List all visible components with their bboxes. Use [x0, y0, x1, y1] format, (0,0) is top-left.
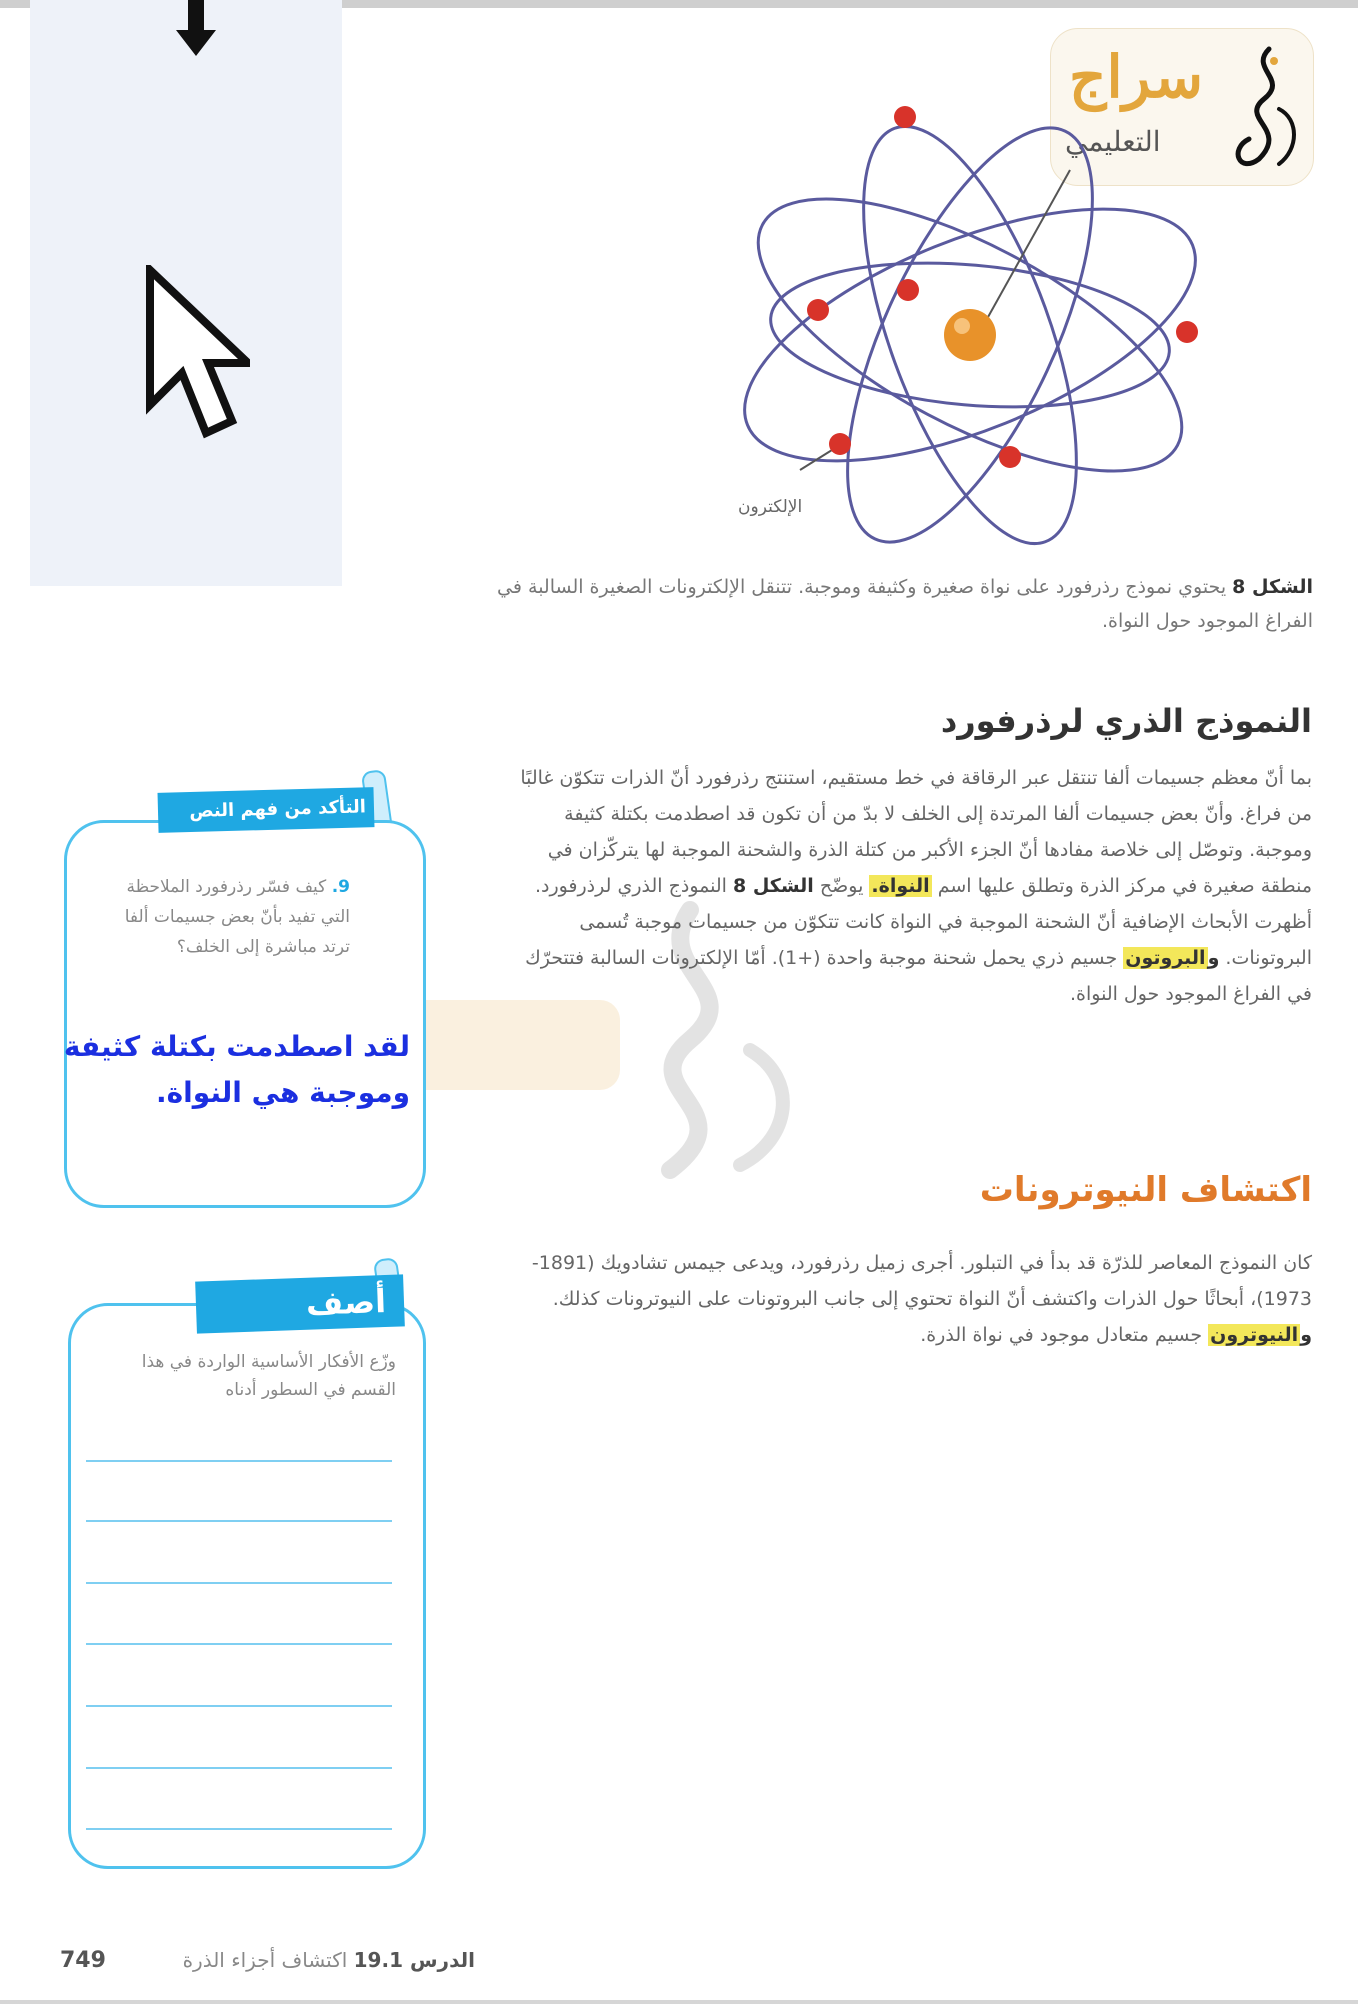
term-proton: البروتون: [1125, 947, 1206, 969]
section-title-neutrons: اكتشاف النيوترونات: [979, 1170, 1312, 1210]
nucleus-pointer-line: [978, 170, 1070, 335]
caption-text: يحتوي نموذج رذرفورد على نواة صغيرة وكثيفة وموجبة. تتنقل الإلكترونات الصغيرة السالبة في الفراغ الموجود حول النواة.: [497, 576, 1313, 632]
proton-prefix: و: [1207, 947, 1220, 969]
paragraph-text: النموذج الذري لرذرفورد. أظهرت الأبحاث الإضافية أنّ الشحنة الموجبة في النواة كانت تتكوّن من جسيمات موجبة تُسمى البروتونات.: [534, 875, 1312, 969]
handwritten-answer[interactable]: لقد اصطدمت بكتلة كثيفة وموجبة هي النواة.: [63, 1030, 410, 1109]
electron: [897, 279, 919, 301]
lesson-footer: [140, 1948, 475, 1972]
question-text: كيف فسّر رذرفورد الملاحظة التي تفيد بأنّ بعض جسيمات ألفا ترتد مباشرة إلى الخلف؟: [124, 877, 350, 957]
writing-line[interactable]: [86, 1767, 392, 1769]
paragraph-text: جسيم متعادل موجود في نواة الذرة.: [920, 1324, 1203, 1346]
lesson-title: اكتشاف أجزاء الذرة: [182, 1948, 348, 1972]
writing-line[interactable]: [86, 1643, 392, 1645]
writing-line[interactable]: [86, 1582, 392, 1584]
resize-vertical-arrow-icon[interactable]: [168, 0, 224, 60]
writing-line[interactable]: [86, 1460, 392, 1462]
bottom-border: [0, 2000, 1358, 2004]
summarize-header: أصف: [195, 1274, 405, 1333]
page-number: 749: [60, 1948, 106, 1973]
electron: [999, 446, 1021, 468]
nucleus: [944, 309, 996, 361]
neutron-paragraph: [520, 1245, 1312, 1353]
logo-sub-text: التعليمي: [1065, 125, 1161, 158]
logo-main-text: سراج: [1069, 43, 1204, 111]
neutron-prefix: و: [1300, 1324, 1312, 1346]
mouse-pointer-icon: [140, 265, 250, 445]
figure-reference: الشكل 8: [732, 875, 814, 897]
caption-figure-label: الشكل 8: [1232, 576, 1313, 598]
writing-line[interactable]: [86, 1705, 392, 1707]
term-neutron: النيوترون: [1210, 1324, 1299, 1346]
nucleus-highlight: [954, 318, 970, 334]
paragraph-text: يوضّح: [819, 875, 864, 897]
electron: [1176, 321, 1198, 343]
electron: [829, 433, 851, 455]
paragraph-text: كان النموذج المعاصر للذرّة قد بدأ في التبلور. أجرى زميل رذرفورد، ويدعى جيمس تشادويك (1891-1973)، أبحاثًا حول الذرات واكتشف أنّ النواة تحتوي إلى جانب البروتونات على النيوترونات كذلك.: [531, 1252, 1312, 1310]
writing-line[interactable]: [86, 1520, 392, 1522]
electron: [807, 299, 829, 321]
writing-line[interactable]: [86, 1828, 392, 1830]
term-nucleus: النواة.: [871, 875, 930, 897]
paragraph-text: جسيم ذري يحمل شحنة موجبة واحدة (+1). أمّا الإلكترونات السالبة فتتحرّك في الفراغ الموجود حول النواة.: [525, 947, 1312, 1005]
check-understanding-header: التأكد من فهم النص: [158, 787, 375, 833]
watermark-logo: [370, 880, 950, 1190]
check-question: [100, 872, 350, 962]
rutherford-atom-diagram: [700, 90, 1260, 560]
summarize-instruction: وزّع الأفكار الأساسية الواردة في هذا القسم في السطور أدناه: [141, 1352, 396, 1400]
lesson-label: الدرس 19.1: [353, 1948, 475, 1972]
question-number: 9.: [331, 877, 350, 897]
figure-caption: [475, 570, 1313, 638]
electron: [894, 106, 916, 128]
section-title-rutherford: النموذج الذري لرذرفورد: [940, 702, 1312, 740]
paragraph-text: بما أنّ معظم جسيمات ألفا تنتقل عبر الرقاقة في خط مستقيم، استنتج رذرفورد أنّ الذرات تتكوّن غالبًا من فراغ. وأنّ بعض جسيمات ألفا المرتدة إلى الخلف لا بدّ من أن تكون قد اصطدمت بكتلة كثيفة وموجبة. وتوصّل إلى خلاصة مفادها أنّ الجزء الأكبر من كتلة الذرة والشحنة الموجبة لها يتركّزان في منطقة صغيرة في مركز الذرة وتطلق عليها اسم: [520, 767, 1312, 897]
electron-label: الإلكترون: [738, 497, 803, 517]
